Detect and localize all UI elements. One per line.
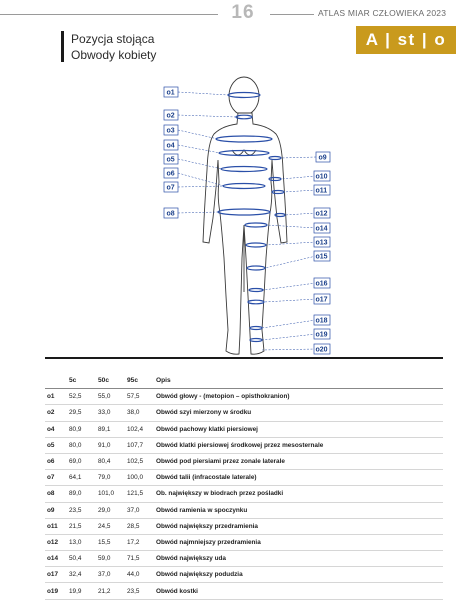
table-cell: Obwód największy uda bbox=[154, 551, 443, 567]
label-o8: o8 bbox=[166, 210, 175, 218]
table-cell: 17,2 bbox=[125, 534, 154, 550]
table-header: 50c bbox=[96, 373, 125, 389]
table-cell: 102,5 bbox=[125, 453, 154, 469]
table-cell: Obwód klatki piersiowej środkowej przez mesosternale bbox=[154, 437, 443, 453]
table-row bbox=[45, 583, 443, 599]
table-row bbox=[45, 453, 443, 469]
brand-logo: A | st | o bbox=[356, 26, 456, 54]
table-row bbox=[45, 437, 443, 453]
table-cell: 79,0 bbox=[96, 470, 125, 486]
label-o11: o11 bbox=[315, 187, 328, 195]
table-cell: 52,5 bbox=[67, 389, 96, 405]
table-row bbox=[45, 567, 443, 583]
label-o5: o5 bbox=[166, 156, 175, 164]
table-cell: Obwód największy przedramienia bbox=[154, 518, 443, 534]
table-header: 95c bbox=[125, 373, 154, 389]
table-cell: o9 bbox=[45, 502, 67, 518]
table-cell: 21,5 bbox=[67, 518, 96, 534]
table-cell: o11 bbox=[45, 518, 67, 534]
table-cell: 101,0 bbox=[96, 486, 125, 502]
table-cell: 107,7 bbox=[125, 437, 154, 453]
table-cell: 28,5 bbox=[125, 518, 154, 534]
table-cell: o8 bbox=[45, 486, 67, 502]
table-cell: 23,5 bbox=[67, 502, 96, 518]
label-o14: o14 bbox=[315, 225, 328, 233]
table-cell: 37,0 bbox=[125, 502, 154, 518]
table-cell: 24,5 bbox=[96, 518, 125, 534]
table-cell: o1 bbox=[45, 389, 67, 405]
table-cell: 91,0 bbox=[96, 437, 125, 453]
atlas-title: ATLAS MIAR CZŁOWIEKA 2023 bbox=[318, 8, 447, 18]
label-o15: o15 bbox=[315, 253, 328, 261]
table-cell: Obwód pod piersiami przez zonale laterale bbox=[154, 453, 443, 469]
table-cell: 13,0 bbox=[67, 534, 96, 550]
table-cell: 100,0 bbox=[125, 470, 154, 486]
table-row bbox=[45, 470, 443, 486]
table-header: 5c bbox=[67, 373, 96, 389]
table-cell: o7 bbox=[45, 470, 67, 486]
table-cell: 29,5 bbox=[67, 405, 96, 421]
table-cell: o19 bbox=[45, 583, 67, 599]
table-row bbox=[45, 486, 443, 502]
table-cell: 89,1 bbox=[96, 421, 125, 437]
table-header-row bbox=[45, 373, 443, 389]
table-cell: 59,0 bbox=[96, 551, 125, 567]
table-cell: Obwód kostki bbox=[154, 583, 443, 599]
table-row bbox=[45, 551, 443, 567]
label-o10: o10 bbox=[315, 173, 328, 181]
table-cell: 69,0 bbox=[67, 453, 96, 469]
label-o7: o7 bbox=[166, 184, 175, 192]
label-o20: o20 bbox=[315, 346, 328, 354]
table-cell: 33,0 bbox=[96, 405, 125, 421]
table-cell: o17 bbox=[45, 567, 67, 583]
table-cell: Obwód pachowy klatki piersiowej bbox=[154, 421, 443, 437]
table-cell: 23,5 bbox=[125, 583, 154, 599]
table-cell: Obwód talii (infracostale laterale) bbox=[154, 470, 443, 486]
table-cell: 89,0 bbox=[67, 486, 96, 502]
table-row bbox=[45, 534, 443, 550]
label-o16: o16 bbox=[315, 280, 328, 288]
table-cell: Obwód szyi mierzony w środku bbox=[154, 405, 443, 421]
table-cell: 19,9 bbox=[67, 583, 96, 599]
table-cell: o6 bbox=[45, 453, 67, 469]
table-cell: o2 bbox=[45, 405, 67, 421]
table-cell: Obwód głowy - (metopion – opisthokranion) bbox=[154, 389, 443, 405]
table-row bbox=[45, 518, 443, 534]
table-cell: 121,5 bbox=[125, 486, 154, 502]
table-header bbox=[45, 373, 67, 389]
table-cell: Ob. największy w biodrach przez pośladki bbox=[154, 486, 443, 502]
label-o13: o13 bbox=[315, 239, 328, 247]
table-cell: o4 bbox=[45, 421, 67, 437]
label-o19: o19 bbox=[315, 331, 328, 339]
table-cell: 80,0 bbox=[67, 437, 96, 453]
label-o4: o4 bbox=[166, 142, 175, 150]
table-row bbox=[45, 421, 443, 437]
table-cell: 29,0 bbox=[96, 502, 125, 518]
section-subtitle: Obwody kobiety bbox=[71, 48, 157, 62]
table-cell: 32,4 bbox=[67, 567, 96, 583]
table-cell: 102,4 bbox=[125, 421, 154, 437]
table-cell: 37,0 bbox=[96, 567, 125, 583]
table-cell: Obwód ramienia w spoczynku bbox=[154, 502, 443, 518]
page-number: 16 bbox=[231, 2, 255, 23]
table-cell: 57,5 bbox=[125, 389, 154, 405]
table-cell: 55,0 bbox=[96, 389, 125, 405]
label-o17: o17 bbox=[315, 296, 328, 304]
table-row bbox=[45, 389, 443, 405]
label-o18: o18 bbox=[315, 317, 328, 325]
table-header: Opis bbox=[154, 373, 443, 389]
table-cell: 71,5 bbox=[125, 551, 154, 567]
table-cell: 50,4 bbox=[67, 551, 96, 567]
table-cell: 80,4 bbox=[96, 453, 125, 469]
table-row bbox=[45, 502, 443, 518]
label-o3: o3 bbox=[166, 127, 175, 135]
label-o9: o9 bbox=[318, 154, 327, 162]
label-o1: o1 bbox=[166, 89, 175, 97]
table-cell: 15,5 bbox=[96, 534, 125, 550]
label-o2: o2 bbox=[166, 112, 175, 120]
label-o12: o12 bbox=[315, 210, 328, 218]
section-title: Pozycja stojąca bbox=[71, 32, 155, 46]
table-cell: 38,0 bbox=[125, 405, 154, 421]
table-cell: o12 bbox=[45, 534, 67, 550]
table-cell: 21,2 bbox=[96, 583, 125, 599]
label-o6: o6 bbox=[166, 170, 175, 178]
table-cell: Obwód najmniejszy przedramienia bbox=[154, 534, 443, 550]
table-cell: o14 bbox=[45, 551, 67, 567]
table-cell: Obwód największy podudzia bbox=[154, 567, 443, 583]
table-row bbox=[45, 405, 443, 421]
table-cell: 80,9 bbox=[67, 421, 96, 437]
table-cell: 44,0 bbox=[125, 567, 154, 583]
measurements-table bbox=[45, 373, 443, 600]
table-cell: o5 bbox=[45, 437, 67, 453]
table-cell: 64,1 bbox=[67, 470, 96, 486]
